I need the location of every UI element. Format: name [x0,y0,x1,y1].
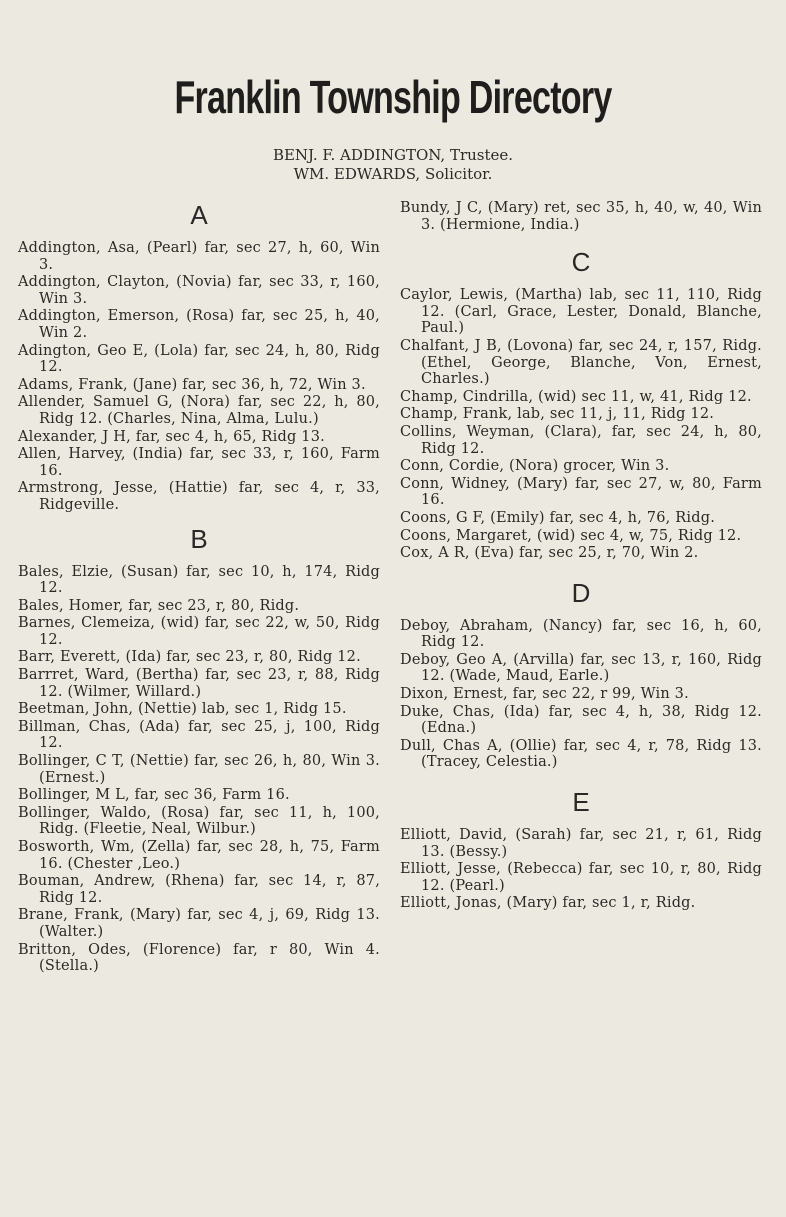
directory-entry: Bouman, Andrew, (Rhena) far, sec 14, r, 87, Ridg 12. [18,873,380,906]
directory-entry: Elliott, Jesse, (Rebecca) far, sec 10, r, 80, Ridg 12. (Pearl.) [400,861,762,894]
page-title: Franklin Township Directory [174,71,612,123]
section-letter-c: C [571,247,591,278]
directory-entry: Barr, Everett, (Ida) far, sec 23, r, 80, Ridg 12. [18,649,361,666]
directory-entry: Conn, Widney, (Mary) far, sec 27, w, 80, Farm 16. [400,475,762,509]
directory-entry: Addington, Asa, (Pearl) far, sec 27, h, 60, Win 3. [18,240,380,273]
directory-entry: Collins, Weyman, (Clara), far, sec 24, h, 80, Ridg 12. [400,423,762,457]
section-letter-b: B [190,523,208,554]
directory-entry: Barrret, Ward, (Bertha) far, sec 23, r, 88, Ridg 12. (Wilmer, Willard.) [18,667,380,700]
section-letter-d: D [571,577,591,608]
directory-entry: Caylor, Lewis, (Martha) lab, sec 11, 110, Ridg 12. (Carl, Grace, Lester, Donald, Blanche, Paul.) [400,287,762,337]
directory-entry: Addington, Clayton, (Novia) far, sec 33, r, 160, Win 3. [18,274,380,307]
directory-entry: Britton, Odes, (Florence) far, r 80, Win 4. (Stella.) [18,941,380,975]
directory-entry: Bollinger, Waldo, (Rosa) far, sec 11, h, 100, Ridg. (Fleetie, Neal, Wilbur.) [18,804,380,838]
directory-entry: Brane, Frank, (Mary) far, sec 4, j, 69, Ridg 13. (Walter.) [18,907,380,940]
officers-block [0,146,786,184]
directory-entry: Bales, Elzie, (Susan) far, sec 10, h, 174, Ridg 12. [18,563,380,597]
directory-entry: Conn, Cordie, (Nora) grocer, Win 3. [400,458,670,475]
directory-entry: Champ, Cindrilla, (wid) sec 11, w, 41, Ridg 12. [400,388,752,405]
directory-entry: Duke, Chas, (Ida) far, sec 4, h, 38, Ridg 12. (Edna.) [400,703,762,737]
directory-entry: Chalfant, J B, (Lovona) far, sec 24, r, 157, Ridg. (Ethel, George, Blanche, Von, Ernest, Charles.) [400,337,762,388]
directory-entry: Bosworth, Wm, (Zella) far, sec 28, h, 75, Farm 16. (Chester ,Leo.) [18,839,380,872]
directory-entry: Adington, Geo E, (Lola) far, sec 24, h, 80, Ridg 12. [18,342,380,376]
directory-entry: Elliott, Jonas, (Mary) far, sec 1, r, Ridg. [400,895,696,912]
directory-entry: Billman, Chas, (Ada) far, sec 25, j, 100, Ridg 12. [18,718,380,752]
directory-entry: Champ, Frank, lab, sec 11, j, 11, Ridg 12. [400,406,715,423]
section-letter-a: A [190,200,208,230]
directory-entry: Bollinger, M L, far, sec 36, Farm 16. [18,787,290,804]
directory-entry: Cox, A R, (Eva) far, sec 25, r, 70, Win 2. [400,545,699,562]
directory-entry: Coons, Margaret, (wid) sec 4, w, 75, Ridg 12. [400,527,742,544]
directory-entry: Addington, Emerson, (Rosa) far, sec 25, h, 40, Win 2. [18,308,380,341]
directory-entry: Dull, Chas A, (Ollie) far, sec 4, r, 78, Ridg 13. (Tracey, Celestia.) [400,737,762,771]
directory-entry: Deboy, Geo A, (Arvilla) far, sec 13, r, 160, Ridg 12. (Wade, Maud, Earle.) [400,651,762,685]
trustee-line: BENJ. F. ADDINGTON, Trustee. [272,146,514,164]
solicitor-line: WM. EDWARDS, Solicitor. [293,165,493,183]
directory-entry: Alexander, J H, far, sec 4, h, 65, Ridg 13. [18,428,325,445]
directory-entry: Bundy, J C, (Mary) ret, sec 35, h, 40, w, 40, Win 3. (Hermione, India.) [400,200,762,233]
section-letter-e: E [572,787,590,818]
directory-entry: Elliott, David, (Sarah) far, sec 21, r, 61, Ridg 13. (Bessy.) [400,827,762,860]
directory-entry: Adams, Frank, (Jane) far, sec 36, h, 72, Win 3. [18,376,366,393]
directory-entry: Bales, Homer, far, sec 23, r, 80, Ridg. [18,597,300,614]
directory-entry: Bollinger, C T, (Nettie) far, sec 26, h, 80, Win 3. (Ernest.) [18,753,380,786]
directory-entry: Armstrong, Jesse, (Hattie) far, sec 4, r, 33, Ridgeville. [18,480,380,513]
directory-entry: Deboy, Abraham, (Nancy) far, sec 16, h, 60, Ridg 12. [400,617,762,651]
directory-entry: Barnes, Clemeiza, (wid) far, sec 22, w, 50, Ridg 12. [18,615,380,648]
right-column [400,200,762,913]
left-column [18,200,380,976]
directory-entry: Coons, G F, (Emily) far, sec 4, h, 76, Ridg. [400,509,716,526]
directory-entry: Beetman, John, (Nettie) lab, sec 1, Ridg 15. [18,701,347,718]
directory-entry: Allender, Samuel G, (Nora) far, sec 22, h, 80, Ridg 12. (Charles, Nina, Alma, Lulu.) [18,394,380,427]
directory-entry: Allen, Harvey, (India) far, sec 33, r, 160, Farm 16. [18,446,380,479]
directory-entry: Dixon, Ernest, far, sec 22, r 99, Win 3. [400,686,689,703]
